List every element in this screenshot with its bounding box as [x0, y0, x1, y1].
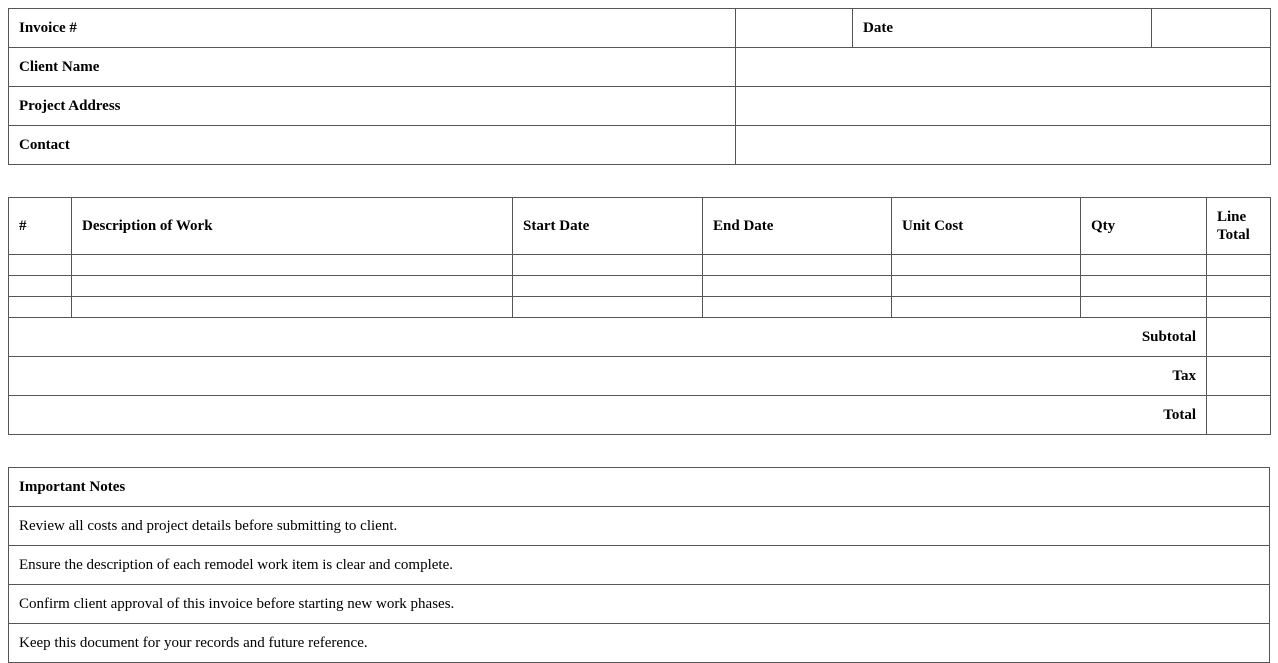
project-address-row: [9, 87, 1271, 126]
column-header-number: #: [9, 198, 72, 255]
item-unit-cost-cell[interactable]: [892, 255, 1081, 276]
item-unit-cost-cell[interactable]: [892, 276, 1081, 297]
note-text: Review all costs and project details before submitting to client.: [9, 507, 1270, 546]
client-name-value[interactable]: [736, 48, 1271, 87]
item-line-total-cell[interactable]: [1207, 297, 1271, 318]
tax-label: Tax: [9, 357, 1207, 396]
list-item: [9, 546, 1270, 585]
contact-label: Contact: [9, 126, 736, 165]
notes-title: Important Notes: [9, 468, 1270, 507]
project-address-value[interactable]: [736, 87, 1271, 126]
item-description-cell[interactable]: [72, 255, 513, 276]
item-description-cell[interactable]: [72, 276, 513, 297]
invoice-number-label: Invoice #: [9, 9, 736, 48]
client-name-label: Client Name: [9, 48, 736, 87]
invoice-number-value[interactable]: [736, 9, 853, 48]
item-end-date-cell[interactable]: [703, 297, 892, 318]
item-number-cell[interactable]: [9, 276, 72, 297]
table-row: [9, 276, 1271, 297]
item-qty-cell[interactable]: [1081, 255, 1207, 276]
item-end-date-cell[interactable]: [703, 276, 892, 297]
line-total-header-line2: Total: [1217, 227, 1250, 243]
subtotal-value[interactable]: [1207, 318, 1271, 357]
column-header-description: Description of Work: [72, 198, 513, 255]
line-items-table: [8, 197, 1271, 435]
tax-value[interactable]: [1207, 357, 1271, 396]
item-description-cell[interactable]: [72, 297, 513, 318]
item-unit-cost-cell[interactable]: [892, 297, 1081, 318]
invoice-number-row: [9, 9, 1271, 48]
column-header-unit-cost: Unit Cost: [892, 198, 1081, 255]
column-header-end-date: End Date: [703, 198, 892, 255]
note-text: Confirm client approval of this invoice before starting new work phases.: [9, 585, 1270, 624]
client-name-row: [9, 48, 1271, 87]
total-row: [9, 396, 1271, 435]
date-value[interactable]: [1152, 9, 1271, 48]
date-label: Date: [853, 9, 1152, 48]
item-line-total-cell[interactable]: [1207, 255, 1271, 276]
item-line-total-cell[interactable]: [1207, 276, 1271, 297]
list-item: [9, 624, 1270, 663]
list-item: [9, 585, 1270, 624]
item-start-date-cell[interactable]: [513, 255, 703, 276]
column-header-line-total: [1207, 198, 1271, 255]
contact-row: [9, 126, 1271, 165]
column-header-qty: Qty: [1081, 198, 1207, 255]
table-row: [9, 255, 1271, 276]
note-text: Keep this document for your records and future reference.: [9, 624, 1270, 663]
note-text: Ensure the description of each remodel work item is clear and complete.: [9, 546, 1270, 585]
important-notes-table: [8, 467, 1270, 663]
line-total-header-line1: Line: [1217, 209, 1247, 225]
item-qty-cell[interactable]: [1081, 276, 1207, 297]
subtotal-label: Subtotal: [9, 318, 1207, 357]
list-item: [9, 507, 1270, 546]
item-end-date-cell[interactable]: [703, 255, 892, 276]
invoice-header-table: [8, 8, 1271, 165]
notes-title-row: [9, 468, 1270, 507]
contact-value[interactable]: [736, 126, 1271, 165]
total-value[interactable]: [1207, 396, 1271, 435]
item-start-date-cell[interactable]: [513, 276, 703, 297]
item-number-cell[interactable]: [9, 297, 72, 318]
table-row: [9, 297, 1271, 318]
item-number-cell[interactable]: [9, 255, 72, 276]
subtotal-row: [9, 318, 1271, 357]
column-header-start-date: Start Date: [513, 198, 703, 255]
item-qty-cell[interactable]: [1081, 297, 1207, 318]
item-start-date-cell[interactable]: [513, 297, 703, 318]
total-label: Total: [9, 396, 1207, 435]
tax-row: [9, 357, 1271, 396]
project-address-label: Project Address: [9, 87, 736, 126]
line-items-header-row: [9, 198, 1271, 255]
